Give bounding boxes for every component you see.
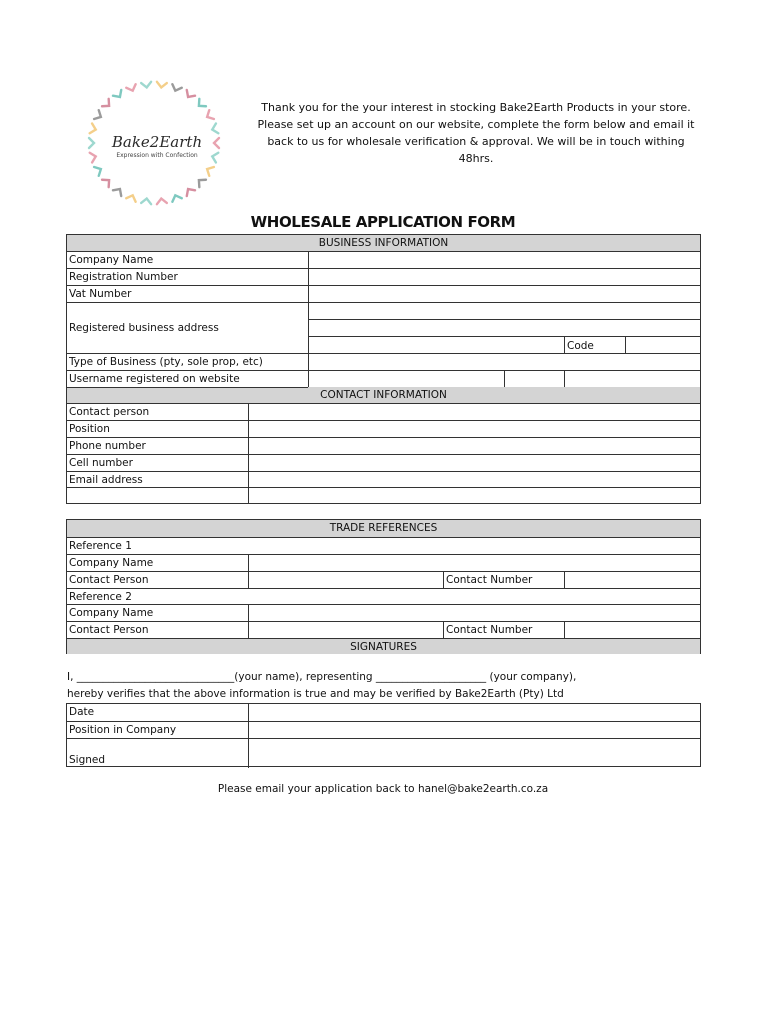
intro-line: back to us for wholesale verification & approval. We will be in touch withing	[267, 135, 685, 148]
chevron-icon	[126, 84, 137, 92]
chevron-icon	[211, 152, 218, 163]
type-of-business-row	[67, 353, 700, 370]
chevron-icon	[113, 90, 124, 100]
chevron-icon	[196, 99, 206, 110]
chevron-icon	[102, 99, 112, 110]
position-in-company-label: Position in Company	[69, 724, 177, 736]
registered-address-row	[67, 302, 700, 353]
vat-number-row	[67, 285, 700, 302]
chevron-icon	[196, 176, 206, 187]
vat-number-label: Vat Number	[69, 288, 132, 300]
ref2-company-label: Company Name	[69, 607, 154, 619]
ref1-company-label: Company Name	[69, 557, 154, 569]
signed-row	[67, 738, 700, 767]
position-row	[67, 420, 700, 437]
contact-person-label: Contact person	[69, 406, 150, 418]
contact-info-header-label: CONTACT INFORMATION	[320, 389, 447, 401]
chevron-icon	[205, 110, 214, 121]
chevron-icon	[94, 110, 103, 121]
ref1-contact-number-field[interactable]	[564, 572, 700, 588]
signature-table	[66, 703, 701, 767]
ref1-contact-number-label-cell	[443, 572, 564, 588]
postal-code-field[interactable]	[625, 337, 700, 354]
position-field[interactable]	[248, 421, 700, 437]
chevron-icon	[126, 194, 137, 202]
chevron-icon	[89, 138, 94, 148]
company-name-field[interactable]	[308, 252, 700, 268]
date-field[interactable]	[248, 704, 700, 720]
business-contact-table	[66, 234, 701, 504]
registration-number-row	[67, 268, 700, 285]
position-label: Position	[69, 423, 110, 435]
ref1-contact-label: Contact Person	[69, 574, 149, 586]
business-info-header	[67, 235, 700, 251]
chevron-icon	[171, 194, 182, 202]
business-info-header-label: BUSINESS INFORMATION	[318, 237, 449, 249]
chevron-icon	[94, 165, 103, 176]
username-field[interactable]	[308, 371, 443, 387]
chevron-icon	[90, 152, 97, 163]
ref1-company-row	[67, 554, 700, 571]
type-of-business-field[interactable]	[308, 354, 700, 370]
signed-label: Signed	[69, 754, 106, 766]
chevron-icon	[156, 198, 167, 204]
reference-1-label: Reference 1	[69, 540, 132, 552]
ref2-contact-person-field[interactable]	[248, 622, 443, 638]
vat-number-field[interactable]	[308, 286, 700, 302]
registered-address-label: Registered business address	[69, 322, 219, 334]
username-extra-field-1[interactable]	[504, 371, 564, 387]
reference-1-row	[67, 537, 700, 554]
footer-instruction: Please email your application back to hanel@bake2earth.co.za	[217, 783, 549, 795]
ref2-contact-row	[67, 621, 700, 638]
declaration-line-2: hereby verifies that the above information is true and may be verified by Bake2Earth (Pty) Ltd	[67, 688, 564, 700]
intro-line: 48hrs.	[458, 152, 494, 165]
intro-text	[252, 99, 700, 167]
ref1-company-field[interactable]	[248, 555, 700, 571]
chevron-icon	[211, 124, 218, 135]
declaration-line-1: I, ______________________________(your name), representing _____________________ (your company),	[67, 671, 577, 683]
ref2-company-field[interactable]	[248, 605, 700, 621]
ref1-contact-number-label: Contact Number	[446, 574, 533, 586]
logo-name: Bake2Earth	[111, 133, 203, 151]
chevron-icon	[113, 186, 124, 196]
cell-number-row	[67, 454, 700, 471]
date-label: Date	[69, 706, 95, 718]
cell-number-field[interactable]	[248, 455, 700, 471]
ref1-contact-person-field[interactable]	[248, 572, 443, 588]
intro-line: Thank you for the your interest in stocking Bake2Earth Products in your store.	[261, 101, 691, 114]
ref2-contact-number-label: Contact Number	[446, 624, 533, 636]
email-address-label: Email address	[69, 474, 143, 486]
company-name-row	[67, 251, 700, 268]
ref2-contact-number-field[interactable]	[564, 622, 700, 638]
form-title: WHOLESALE APPLICATION FORM	[250, 213, 516, 231]
date-row	[67, 704, 700, 721]
username-extra-field-2[interactable]	[564, 371, 700, 387]
type-of-business-label: Type of Business (pty, sole prop, etc)	[69, 356, 263, 368]
extra-contact-field[interactable]	[248, 488, 700, 504]
contact-person-row	[67, 403, 700, 420]
code-label-cell	[564, 337, 625, 354]
signature-field[interactable]	[248, 739, 700, 768]
contact-info-header	[67, 387, 700, 403]
position-in-company-field[interactable]	[248, 722, 700, 738]
ref2-contact-label: Contact Person	[69, 624, 149, 636]
username-row	[67, 370, 700, 387]
address-line-2-field[interactable]	[308, 320, 700, 337]
chevron-icon	[184, 186, 195, 196]
registration-number-field[interactable]	[308, 269, 700, 285]
chevron-icon	[205, 165, 214, 176]
username-label: Username registered on website	[69, 373, 240, 385]
bake2earth-logo	[80, 75, 228, 211]
phone-number-label: Phone number	[69, 440, 146, 452]
contact-person-field[interactable]	[248, 404, 700, 420]
address-line-3-field[interactable]	[308, 337, 564, 354]
email-address-row	[67, 471, 700, 488]
chevron-icon	[156, 82, 167, 88]
chevron-icon	[141, 198, 152, 204]
chevron-icon	[90, 124, 97, 135]
logo-tagline: Expression with Confection	[116, 152, 198, 159]
ref1-contact-row	[67, 571, 700, 588]
address-line-1-field[interactable]	[308, 303, 700, 320]
registration-number-label: Registration Number	[69, 271, 178, 283]
chevron-icon	[214, 138, 219, 148]
ref2-contact-number-label-cell	[443, 622, 564, 638]
signatures-header-label: SIGNATURES	[350, 641, 417, 653]
company-name-label: Company Name	[69, 254, 154, 266]
ref2-company-row	[67, 604, 700, 621]
chevron-icon	[102, 176, 112, 187]
cell-number-label: Cell number	[69, 457, 133, 469]
email-address-field[interactable]	[248, 472, 700, 488]
position-in-company-row	[67, 721, 700, 738]
chevron-icon	[184, 90, 195, 100]
signatures-header	[67, 638, 700, 654]
trade-references-header	[67, 520, 700, 537]
intro-line: Please set up an account on our website, complete the form below and email it	[257, 118, 695, 131]
reference-2-label: Reference 2	[69, 591, 132, 603]
phone-number-field[interactable]	[248, 438, 700, 454]
trade-references-header-label: TRADE REFERENCES	[329, 522, 438, 534]
code-label: Code	[567, 340, 594, 352]
trade-references-table	[66, 519, 701, 654]
blank-row	[67, 487, 700, 504]
chevron-icon	[171, 84, 182, 92]
reference-2-row	[67, 588, 700, 605]
phone-number-row	[67, 437, 700, 454]
chevron-icon	[141, 82, 152, 88]
